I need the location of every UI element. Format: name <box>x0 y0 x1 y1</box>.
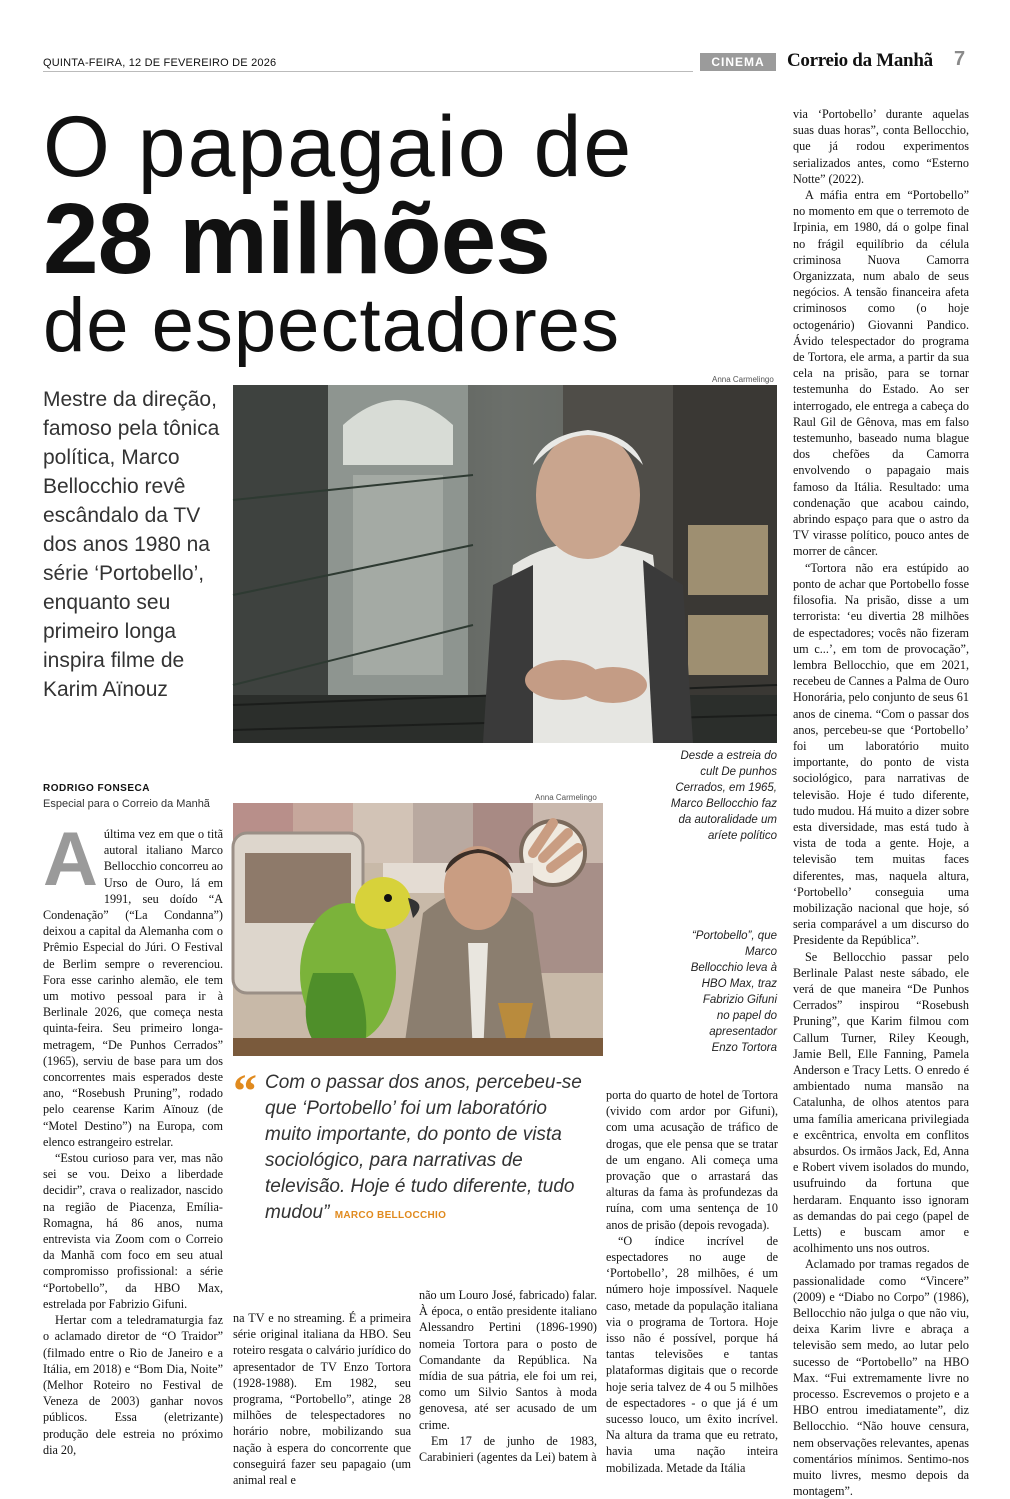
headline-line-3: de espectadores <box>43 283 620 368</box>
paragraph: Em 17 de junho de 1983, Carabinieri (agentes da Lei) batem à <box>419 1433 597 1465</box>
paragraph: na TV e no streaming. É a primeira série original italiana da HBO. Seu roteiro resgata o calvário jurídico do apresentador de TV Enzo Tortora (1928-1988). Em 1982, seu programa, “Portobello”, atinge 28 milhões de telespectadores no horário nobre, mobilizando sua nação à espera do concorrente que conseguirá fazer seu papagaio (um animal real e <box>233 1311 411 1488</box>
headline-line-2: 28 milhões <box>43 183 550 295</box>
photo-credit-2: Anna Carmelingo <box>535 793 597 802</box>
issue-date: QUINTA-FEIRA, 12 DE FEVEREIRO DE 2026 <box>43 57 277 69</box>
photo-caption-1: Desde a estreia do cult De punhos Cerrados, em 1965, Marco Bellocchio faz da autoralidade um aríete político <box>670 750 777 842</box>
body-column-1 <box>43 817 224 1458</box>
photo-credit-1: Anna Carmelingo <box>712 375 774 384</box>
header-rule <box>43 71 693 72</box>
paragraph: porta do quarto de hotel de Tortora (vivido com ardor por Gifuni), com uma acusação de tráfico de drogas, que ele pensa que se tratar de um engano. Ali começa uma provação que o arrastará das alturas da fama às profundezas da ruína, com uma sentença de 10 anos de prisão (depois revogada). <box>606 1088 778 1232</box>
paragraph: última vez em que o titã autoral italiano Marco Bellocchio concorreu ao Urso de Ouro, lá em 1991, seu doído “A Condenação” (“La Condanna”) deixou a capital da Alemanha com o Prêmio Especial do Júri. O Festival de Berlim sempre o reverenciou. Fora esse carinho alemão, ele tem um motivo pessoal para ir à Berlinale 2026, que começa nesta quinta-feira. Seu primeiro longa-metragem, “De Punhos Cerrados” (1965), serviu de base para um dos concorrentes mais esperados deste ano, “Rosebush Pruning”, rodado pelo cearense Karim Aïnouz (de “Motel Destino”) na Europa, com elenco estrangeiro estrelar. <box>43 827 224 1149</box>
body-column-5 <box>793 106 969 1499</box>
byline-author: RODRIGO FONSECA <box>43 783 150 794</box>
paragraph: não um Louro José, fabricado) falar. À época, o então presidente italiano Alessandro Pertini (1896-1990) nomeia Tortora para o posto de Comandante da República. Na mídia de sua pátria, ele foi um rei, como um Silvio Santos à moda genovesa, até ser acusado de um crime. <box>419 1288 597 1432</box>
byline-role: Especial para o Correio da Manhã <box>43 798 210 810</box>
paragraph: “Estou curioso para ver, mas não sei se vou. Deixo a liberdade decidir”, crava o realizador, nascido na região de Piacenza, Emília-Romagna, há 86 anos, numa entrevista via Zoom com o Correio da Manhã com foco em seu atual compromisso profissional: a série “Portobello”, da HBO Max, estrelada por Fabrizio Gifuni. <box>43 1151 223 1311</box>
paragraph: Aclamado por tramas regados de passionalidade como “Vincere” (2009) e “Diabo no Corpo” (1986), Bellocchio não julga o que não viu, deixa Karim livre e abraça a televisão sem medo, ao lutar pelo sucesso de “Portobello” na HBO Max. “Fui extremamente livre no processo. Escrevemos o projeto e a HBO entrou imediatamente”, diz Bellocchio. “Não houve censura, nem observações relevantes, apenas comentários mínimos. Sentimo-nos muito livres, mesmo depois da montagem”. <box>793 1257 969 1499</box>
section-label: CINEMA <box>700 53 776 71</box>
paragraph: A máfia entra em “Portobello” no momento em que o terremoto de Irpinia, em 1980, dá o golpe final no frágil equilíbrio da célula criminosa Nuova Camorra Organizzata, num abalo de seus negócios. A tensão financeira afeta criminosos como (o hoje octogenário) Giovanni Pandico. Ávido telespectador do programa de Tortora, ele arma, a partir da sua cela na prisão, para se tornar testemunha do Estado. Ao ser interrogado, ele entrega a cabeça do Raul Gil de Gênova, mas em falso testemunho, baseado numa blague dos chefões da Camorra envolvendo o papagaio mais famoso da Itália. Resultado: uma condenação que acabou caindo, abrindo espaço para que o astro da TV virasse político, pouco antes de morrer de câncer. <box>793 188 969 559</box>
pull-quote-author: MARCO BELLOCCHIO <box>334 1210 447 1221</box>
paragraph: Se Bellocchio passar pelo Berlinale Palast neste sábado, ele verá de que maneira “De Punhos Cerrados” inspirou “Rosebush Pruning”, que Karim filmou com Callum Turner, Riley Keough, Jamie Bell, Elle Fanning, Pamela Anderson e Tracy Letts. O enredo é ambientado numa mansão na Catalunha, de olhos atentos para uma família americana privilegiada e excêntrica, envolta em conflitos absurdos. Os irmãos Jack, Ed, Anna e Robert vivem isolados do mundo, usufruindo da fortuna que herdaram. Enquanto isso ignoram as demandas do pai cego (papel de Letts) e buscam amor e acolhimento uns nos outros. <box>793 949 969 1256</box>
quote-mark-icon: “ <box>233 1065 257 1118</box>
body-column-4 <box>606 1087 778 1476</box>
paragraph: “O índice incrível de espectadores no auge de ‘Portobello’, 28 milhões, é um número hoje impossível. Naquele caso, metade da população italiana via o programa de Tortora. Hoje isso não é possível, porque há tantas televisões e tantas plataformas digitais que o recorde hoje seria talvez de 4 ou 5 milhões de espectadores - o que já é um sucesso louco, um êxito incrível. Na altura da trama que eu retrato, havia uma nação inteira mobilizada. Metade da Itália <box>606 1233 778 1475</box>
newspaper-masthead: Correio da Manhã <box>787 50 933 71</box>
paragraph: “Tortora não era estúpido ao ponto de achar que Portobello fosse filosofia. Na prisão, disse a um terrorista: ‘eu divertia 28 milhões de espectadores; vocês não fizeram um c...’, em tom de provocação”, lembra Bellocchio, que em 2021, recebeu de Cannes a Palma de Ouro Honorária, pelo conjunto de seus 61 anos de cinema. “Com o passar dos anos, percebeu-se que ‘Portobello’ foi um laboratório muito importante, do ponto de vista sociológico, para narrativas de televisão. Hoje é tudo diferente, tudo mudou. Há muito a dizer sobre esta diversidade, mas está tudo à vista de toda a gente. Hoje, a televisão tem muitas faces diferentes, mas, naquela altura, ‘Portobello’ conseguia uma mobilização nacional que hoje, só seria comparável a um discurso do Presidente da República”. <box>793 560 969 948</box>
body-column-2 <box>233 1310 411 1488</box>
headline-line-1: O papagaio de <box>43 99 634 195</box>
drop-cap: A <box>43 817 98 902</box>
paragraph: via ‘Portobello’ durante aquelas suas duas horas”, conta Bellocchio, que já rodou experimentos serializados antes, como “Esterno Notte” (2022). <box>793 107 969 186</box>
pull-quote-text: Com o passar dos anos, percebeu-se que ‘Portobello’ foi um laboratório muito importante, do ponto de vista sociológico, para narrativas de televisão. Hoje é tudo diferente, tudo mudou” <box>265 1072 582 1223</box>
photo-bellocchio-prison <box>233 385 777 743</box>
photo-portobello-parrot <box>233 803 603 1056</box>
body-column-3 <box>419 1287 597 1465</box>
photo-caption-2: “Portobello”, que Marco Bellocchio leva à HBO Max, traz Fabrizio Gifuni no papel do apresentador Enzo Tortora <box>690 930 777 1054</box>
photo-portobello-image <box>233 803 603 1056</box>
page-number: 7 <box>954 48 966 70</box>
photo-bellocchio-image <box>233 385 777 743</box>
article-deck: Mestre da direção, famoso pela tônica política, Marco Bellocchio revê escândalo da TV dos anos 1980 na série ‘Portobello’, enquanto seu primeiro longa inspira filme de Karim Aïnouz <box>43 388 220 701</box>
paragraph: Hertar com a teledramaturgia faz o aclamado diretor de “O Traidor” (filmado entre o Rio de Janeiro e a Itália, em 2018) e “Bom Dia, Noite” (Melhor Roteiro no Festival de Veneza de 2003) ganhar novos públicos. Essa (eletrizante) produção dele estreia no próximo dia 20, <box>43 1313 223 1457</box>
